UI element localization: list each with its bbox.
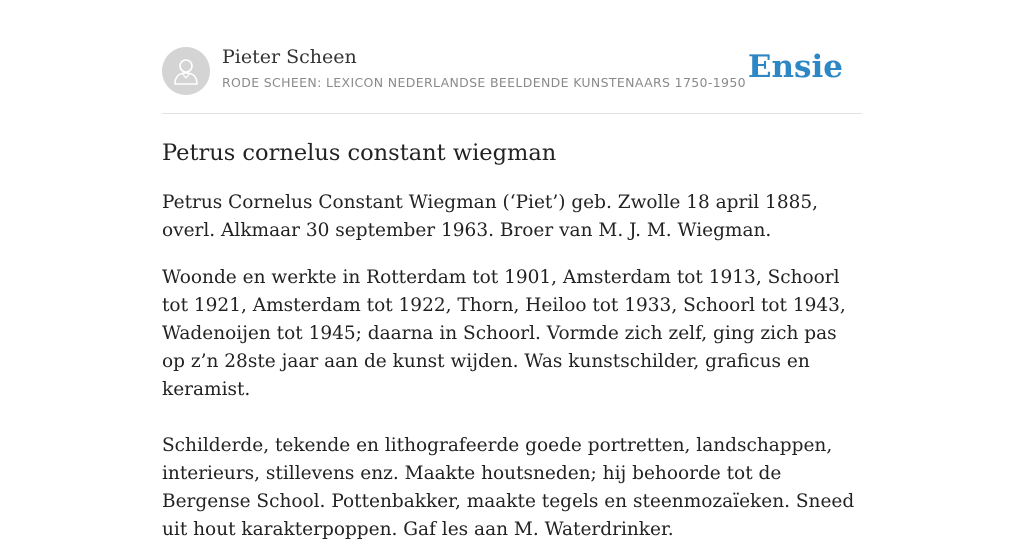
header-divider bbox=[162, 113, 862, 114]
article-paragraph-1: Petrus Cornelus Constant Wiegman (‘Piet’) geb. Zwolle 18 april 1885, overl. Alkmaar 30 september 1963. Broer van M. J. M. Wiegman. bbox=[162, 192, 819, 241]
author-avatar[interactable] bbox=[162, 47, 210, 95]
author-name[interactable]: Pieter Scheen bbox=[222, 46, 357, 68]
source-title[interactable]: RODE SCHEEN: LEXICON NEDERLANDSE BEELDENDE KUNSTENAARS 1750-1950 bbox=[222, 75, 746, 90]
article-paragraph-2: Woonde en werkte in Rotterdam tot 1901, Amsterdam tot 1913, Schoorl tot 1921, Amsterdam tot 1922, Thorn, Heiloo tot 1933, Schoorl tot 1943, Wadenoijen tot 1945; daarna in Schoorl. Vormde zich zelf, ging zich pas op z’n 28ste jaar aan de kunst wijden. Was kunstschilder, graficus en keramist. bbox=[162, 267, 846, 400]
article-body bbox=[162, 139, 862, 544]
ensie-logo[interactable]: Ensie bbox=[747, 49, 843, 85]
page-header bbox=[162, 46, 862, 96]
article-paragraph-3: Schilderde, tekende en lithografeerde goede portretten, landschappen, interieurs, stillevens enz. Maakte houtsneden; hij behoorde tot de Bergense School. Pottenbakker, maakte tegels en steenmozaïeken. Sneed uit hout karakterpoppen. Gaf les aan M. Waterdrinker. bbox=[162, 435, 855, 540]
user-icon bbox=[172, 56, 200, 86]
article-title: Petrus cornelus constant wiegman bbox=[162, 140, 557, 166]
